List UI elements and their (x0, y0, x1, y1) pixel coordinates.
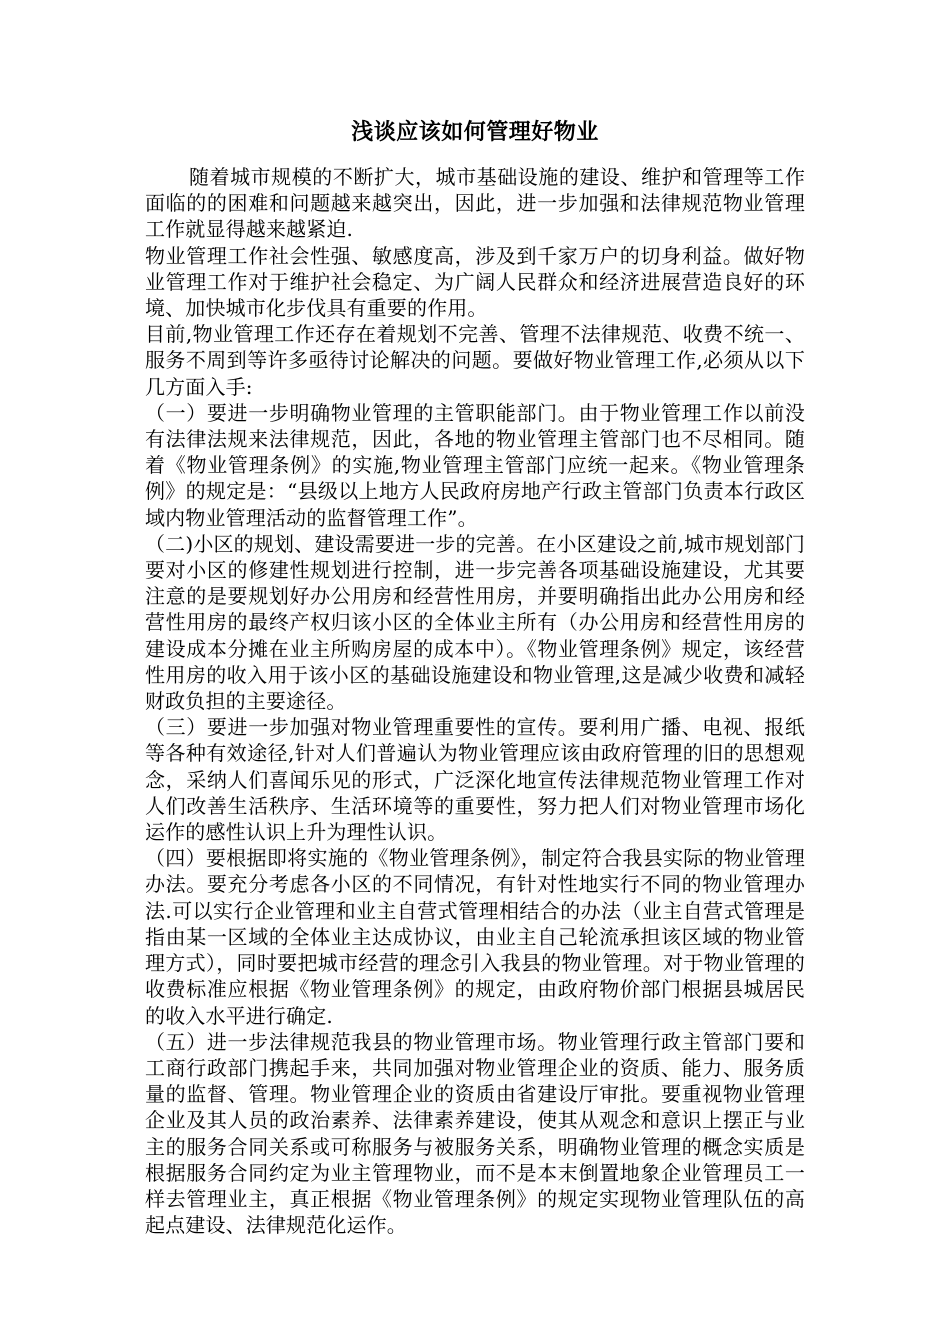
paragraph-point-3: （三）要进一步加强对物业管理重要性的宣传。要利用广播、电视、报纸等各种有效途径,针对人们普遍认为物业管理应该由政府管理的旧的思想观念，采纳人们喜闻乐见的形式，广泛深化地宣传法律规范物业管理工作对人们改善生活秩序、生活环境等的重要性，努力把人们对物业管理市场化运作的感性认识上升为理性认识。 (145, 715, 805, 845)
document-title: 浅谈应该如何管理好物业 (351, 119, 599, 145)
paragraph-intro: 随着城市规模的不断扩大，城市基础设施的建设、维护和管理等工作面临的的困难和问题越来越突出，因此，进一步加强和法律规范物业管理工作就显得越来越紧迫. (145, 165, 805, 242)
paragraph-point-1: （一）要进一步明确物业管理的主管职能部门。由于物业管理工作以前没有法律法规来法律规范，因此，各地的物业管理主管部门也不尽相同。随着《物业管理条例》的实施,物业管理主管部门应统一起来。《物业管理条例》的规定是：“县级以上地方人民政府房地产行政主管部门负责本行政区域内物业管理活动的监督管理工作”。 (145, 400, 805, 530)
paragraph-current-problems: 目前,物业管理工作还存在着规划不完善、管理不法律规范、收费不统一、服务不周到等许多亟待讨论解决的问题。要做好物业管理工作,必须从以下几方面入手: (145, 322, 805, 399)
paragraph-importance: 物业管理工作社会性强、敏感度高，涉及到千家万户的切身利益。做好物业管理工作对于维护社会稳定、为广阔人民群众和经济进展营造良好的环境、加快城市化步伐具有重要的作用。 (145, 243, 805, 321)
paragraph-point-5: （五）进一步法律规范我县的物业管理市场。物业管理行政主管部门要和工商行政部门携起手来，共同加强对物业管理企业的资质、能力、服务质量的监督、管理。物业管理企业的资质由省建设厅审批。要重视物业管理企业及其人员的政治素养、法律素养建设，使其从观念和意识上摆正与业主的服务合同关系或可称服务与被服务关系，明确物业管理的概念实质是根据服务合同约定为业主管理物业，而不是本末倒置地象企业管理员工一样去管理业主，真正根据《物业管理条例》的规定实现物业管理队伍的高起点建设、法律规范化运作。 (145, 1029, 805, 1238)
paragraph-point-4: （四）要根据即将实施的《物业管理条例》，制定符合我县实际的物业管理办法。要充分考虑各小区的不同情况，有针对性地实行不同的物业管理办法.可以实行企业管理和业主自营式管理相结合的办法（业主自营式管理是指由某一区域的全体业主达成协议，由业主自己轮流承担该区域的物业管理方式），同时要把城市经营的理念引入我县的物业管理。对于物业管理的收费标准应根据《物业管理条例》的规定，由政府物价部门根据县城居民的收入水平进行确定. (145, 846, 805, 1028)
paragraph-point-2: （二)小区的规划、建设需要进一步的完善。在小区建设之前,城市规划部门要对小区的修建性规划进行控制，进一步完善各项基础设施建设，尤其要注意的是要规划好办公用房和经营性用房，并要明确指出此办公用房和经营性用房的最终产权归该小区的全体业主所有（办公用房和经营性用房的建设成本分摊在业主所购房屋的成本中）。《物业管理条例》规定，该经营性用房的收入用于该小区的基础设施建设和物业管理,这是减少收费和减轻财政负担的主要途径。 (145, 531, 805, 714)
document-page (145, 118, 805, 1238)
